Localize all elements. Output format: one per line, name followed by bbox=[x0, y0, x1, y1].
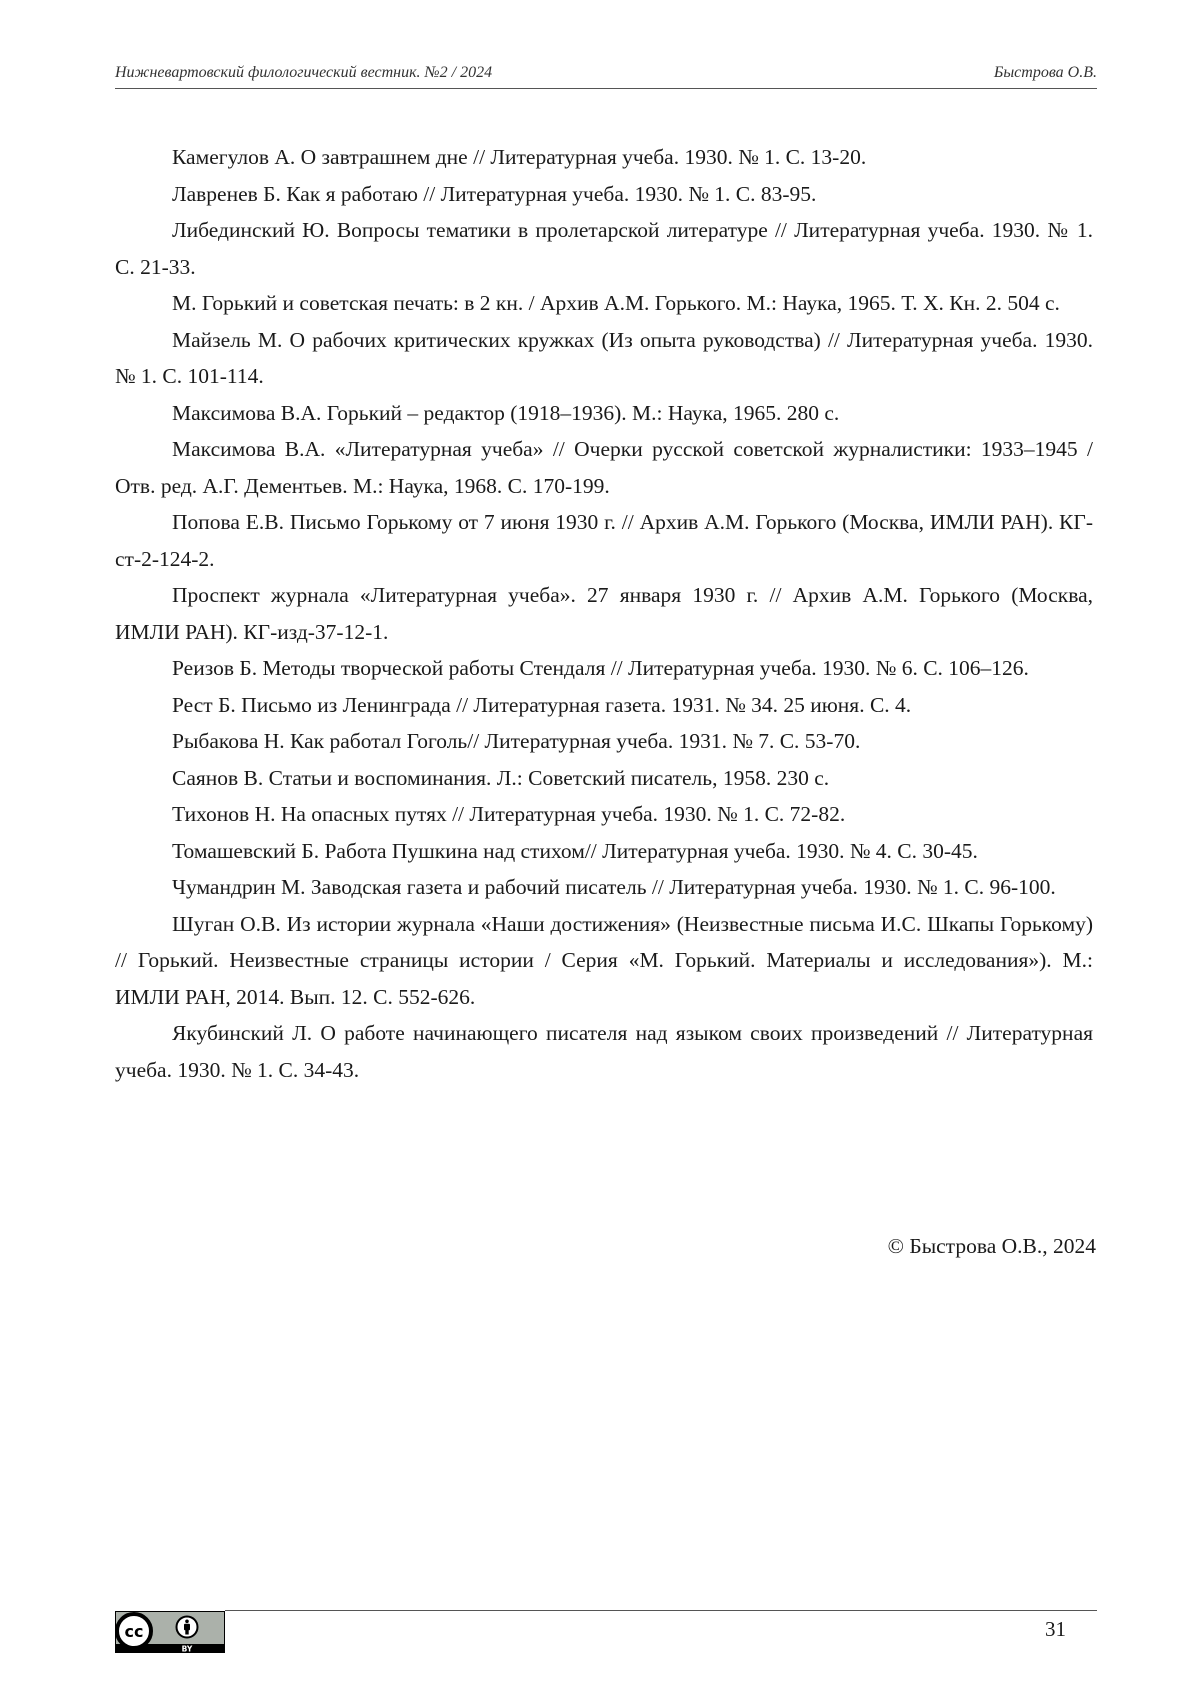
reference-item: М. Горький и советская печать: в 2 кн. / Архив А.М. Горького. М.: Наука, 1965. Т. X. Кн. 2. 504 с. bbox=[172, 291, 1060, 315]
page-number: 31 bbox=[1045, 1617, 1066, 1641]
reference-item: Рыбакова Н. Как работал Гоголь// Литературная учеба. 1931. № 7. С. 53-70. bbox=[172, 729, 861, 753]
license-badge-label: BY bbox=[181, 1644, 193, 1653]
reference-item: Майзель М. О рабочих критических кружках (Из опыта руководства) // Литературная учеба. 1930. № 1. С. 101-114. bbox=[115, 327, 1093, 388]
reference-item: Саянов В. Статьи и воспоминания. Л.: Советский писатель, 1958. 230 с. bbox=[172, 765, 830, 790]
reference-item: Тихонов Н. На опасных путях // Литературная учеба. 1930. № 1. С. 72-82. bbox=[172, 802, 846, 826]
reference-item: Лавренев Б. Как я работаю // Литературная учеба. 1930. № 1. С. 83-95. bbox=[172, 181, 817, 206]
page-header bbox=[115, 60, 1097, 89]
reference-item: Рест Б. Письмо из Ленинграда // Литературная газета. 1931. № 34. 25 июня. С. 4. bbox=[172, 692, 912, 717]
reference-item: Чумандрин М. Заводская газета и рабочий писатель // Литературная учеба. 1930. № 1. С. 96-100. bbox=[172, 875, 1056, 899]
journal-title: Нижневартовский филологический вестник. №2 / 2024 bbox=[115, 64, 493, 81]
reference-item: Максимова В.А. «Литературная учеба» // Очерки русской советской журналистики: 1933–1945 / Отв. ред. А.Г. Дементьев. М.: Наука, 1968. С. 170-199. bbox=[115, 437, 1093, 498]
reference-item: Максимова В.А. Горький – редактор (1918–1936). М.: Наука, 1965. 280 с. bbox=[172, 400, 840, 425]
reference-item: Попова Е.В. Письмо Горькому от 7 июня 1930 г. // Архив А.М. Горького (Москва, ИМЛИ РАН). КГ-ст-2-124-2. bbox=[115, 510, 1093, 571]
reference-item: Реизов Б. Методы творческой работы Стендаля // Литературная учеба. 1930. № 6. С. 106–126. bbox=[172, 656, 1029, 680]
attribution-icon bbox=[177, 1617, 198, 1638]
footer-rule bbox=[225, 1610, 1097, 1611]
cc-by-license-badge bbox=[115, 1611, 225, 1653]
svg-text:cc: cc bbox=[124, 1622, 144, 1641]
copyright-notice: © Быстрова О.В., 2024 bbox=[887, 1234, 1096, 1258]
reference-item: Проспект журнала «Литературная учеба». 27 января 1930 г. // Архив А.М. Горького (Москва, ИМЛИ РАН). КГ-изд-37-12-1. bbox=[115, 583, 1093, 644]
header-author: Быстрова О.В. bbox=[993, 64, 1097, 81]
cc-icon bbox=[117, 1614, 151, 1648]
reference-item: Якубинский Л. О работе начинающего писателя над языком своих произведений // Литературная учеба. 1930. № 1. С. 34-43. bbox=[115, 1021, 1093, 1082]
reference-item: Томашевский Б. Работа Пушкина над стихом// Литературная учеба. 1930. № 4. С. 30-45. bbox=[172, 838, 978, 863]
reference-item: Камегулов А. О завтрашнем дне // Литературная учеба. 1930. № 1. С. 13-20. bbox=[172, 145, 867, 169]
reference-list bbox=[115, 139, 1093, 1088]
reference-item: Шуган О.В. Из истории журнала «Наши достижения» (Неизвестные письма И.С. Шкапы Горькому) // Горький. Неизвестные страницы истории / Серия «М. Горький. Материалы и исследования»). М.: ИМЛИ РАН, 2014. Вып. 12. С. 552-626. bbox=[115, 911, 1093, 1009]
reference-item: Либединский Ю. Вопросы тематики в пролетарской литературе // Литературная учеба. 1930. № 1. С. 21-33. bbox=[115, 218, 1093, 279]
